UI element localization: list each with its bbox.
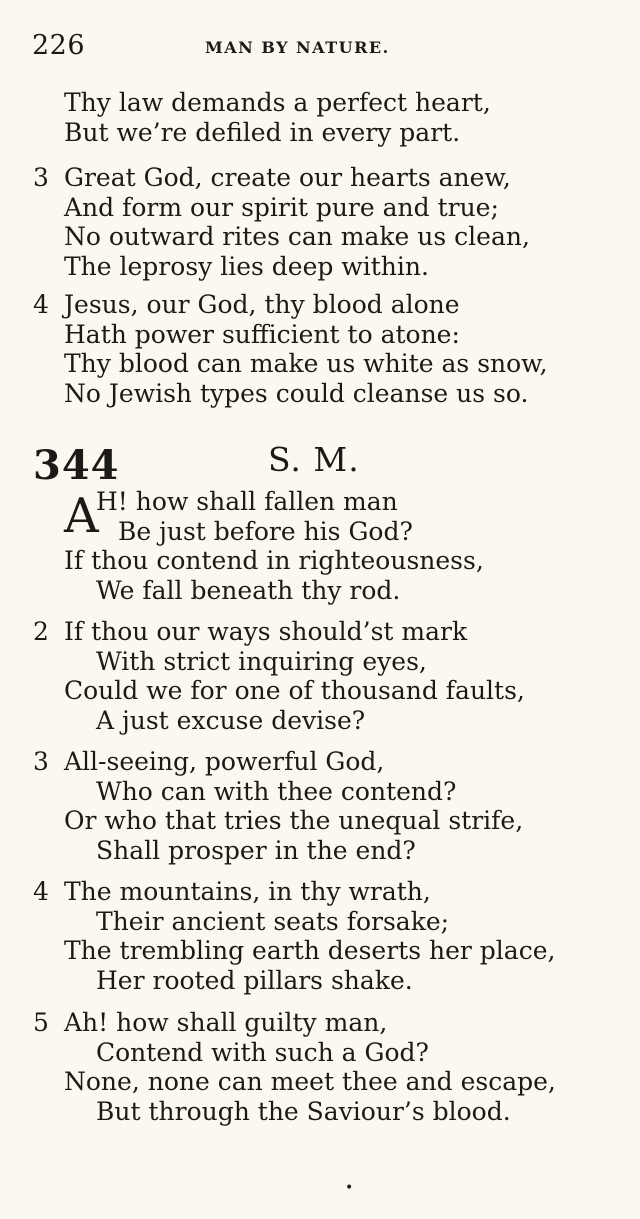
verse-continued bbox=[0, 88, 640, 147]
verse-1 bbox=[0, 487, 640, 605]
verse-line: All-seeing, powerful God, bbox=[64, 747, 385, 776]
printer-mark: • bbox=[345, 1180, 354, 1196]
verse-line: Thy blood can make us white as snow, bbox=[64, 349, 548, 378]
verse-line: Thy law demands a perfect heart, bbox=[64, 88, 491, 117]
verse-line: Could we for one of thousand faults, bbox=[64, 676, 525, 705]
verse-line: And form our spirit pure and true; bbox=[64, 192, 499, 222]
verse-line: Their ancient seats forsake; bbox=[96, 906, 450, 936]
verse-line: But we’re defiled in every part. bbox=[64, 117, 461, 147]
verse-line: Who can with thee contend? bbox=[96, 776, 457, 806]
verse-line: Be just before his God? bbox=[118, 516, 413, 546]
verse-number: 3 bbox=[33, 747, 49, 776]
verse-line: Jesus, our God, thy blood alone bbox=[64, 290, 460, 319]
verse-line: The mountains, in thy wrath, bbox=[64, 877, 431, 906]
verse-line: Contend with such a God? bbox=[96, 1037, 429, 1067]
verse-3-prev bbox=[0, 163, 640, 281]
verse-line: If thou our ways should’st mark bbox=[64, 617, 468, 646]
running-head: MAN BY NATURE. bbox=[205, 38, 390, 57]
verse-line: Shall prosper in the end? bbox=[96, 835, 416, 865]
verse-line: H! how shall fallen man bbox=[96, 487, 398, 516]
verse-number: 3 bbox=[33, 163, 49, 192]
verse-line: Hath power sufficient to atone: bbox=[64, 319, 460, 349]
verse-line: With strict inquiring eyes, bbox=[96, 646, 427, 676]
verse-4 bbox=[0, 877, 640, 995]
page-number: 226 bbox=[32, 30, 86, 61]
verse-line: Or who that tries the unequal strife, bbox=[64, 806, 524, 835]
verse-line: Great God, create our hearts anew, bbox=[64, 163, 511, 192]
verse-line: Her rooted pillars shake. bbox=[96, 965, 413, 995]
verse-line: The trembling earth deserts her place, bbox=[64, 936, 556, 965]
verse-line: No Jewish types could cleanse us so. bbox=[64, 378, 529, 408]
verse-line: No outward rites can make us clean, bbox=[64, 222, 530, 251]
verse-line: None, none can meet thee and escape, bbox=[64, 1067, 556, 1096]
verse-line: Ah! how shall guilty man, bbox=[64, 1008, 388, 1037]
verse-number: 5 bbox=[33, 1008, 49, 1037]
verse-5 bbox=[0, 1008, 640, 1126]
verse-4-prev bbox=[0, 290, 640, 408]
hymn-number: 344 bbox=[33, 442, 120, 489]
verse-line: We fall beneath thy rod. bbox=[96, 575, 401, 605]
verse-2 bbox=[0, 617, 640, 735]
verse-number: 4 bbox=[33, 290, 49, 319]
verse-number: 4 bbox=[33, 877, 49, 906]
verse-number: 2 bbox=[33, 617, 49, 646]
verse-line: But through the Saviour’s blood. bbox=[96, 1096, 511, 1126]
hymn-meter: S. M. bbox=[268, 440, 360, 479]
verse-line: A just excuse devise? bbox=[96, 705, 366, 735]
verse-line: The leprosy lies deep within. bbox=[64, 251, 429, 281]
verse-line: If thou contend in righteousness, bbox=[64, 546, 484, 575]
drop-cap: A bbox=[64, 488, 99, 544]
verse-3 bbox=[0, 747, 640, 865]
